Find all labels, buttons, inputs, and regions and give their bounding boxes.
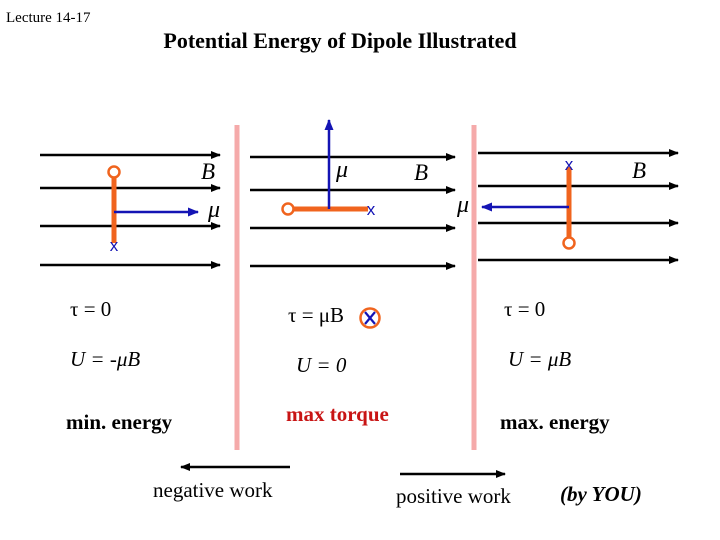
energy-panel-1: U = -μB [70, 347, 141, 371]
field-label-panel-3: B [632, 158, 647, 183]
field-label-panel-1: B [201, 159, 216, 184]
current-in-marker-1: x [109, 236, 119, 255]
moment-label-panel-3: μ [457, 192, 470, 218]
energy-panel-2: U = 0 [296, 353, 347, 377]
energy-panel-3: U = μB [508, 347, 572, 371]
slide-title: Potential Energy of Dipole Illustrated [163, 28, 517, 53]
torque-panel-3: τ = 0 [504, 297, 546, 321]
current-in-marker-3: x [564, 155, 574, 174]
current-out-marker-3 [564, 238, 575, 249]
current-in-marker-2: x [366, 200, 376, 219]
caption-panel-2: max torque [286, 402, 389, 426]
negative-work-label: negative work [153, 478, 273, 502]
caption-panel-1: min. energy [66, 410, 173, 434]
by-you-label: (by YOU) [560, 482, 642, 506]
field-label-panel-2: B [414, 160, 429, 185]
current-out-marker-2 [283, 204, 294, 215]
positive-work-label: positive work [396, 484, 511, 508]
torque-panel-2: τ = μB [288, 303, 345, 327]
current-out-marker-1 [109, 167, 120, 178]
caption-panel-3: max. energy [500, 410, 610, 434]
field-lines-panel-1 [40, 155, 220, 265]
lecture-number: Lecture 14-17 [6, 10, 91, 26]
moment-label-panel-2: μ [336, 157, 349, 183]
torque-panel-1: τ = 0 [70, 297, 112, 321]
moment-label-panel-1: μ [208, 197, 221, 223]
